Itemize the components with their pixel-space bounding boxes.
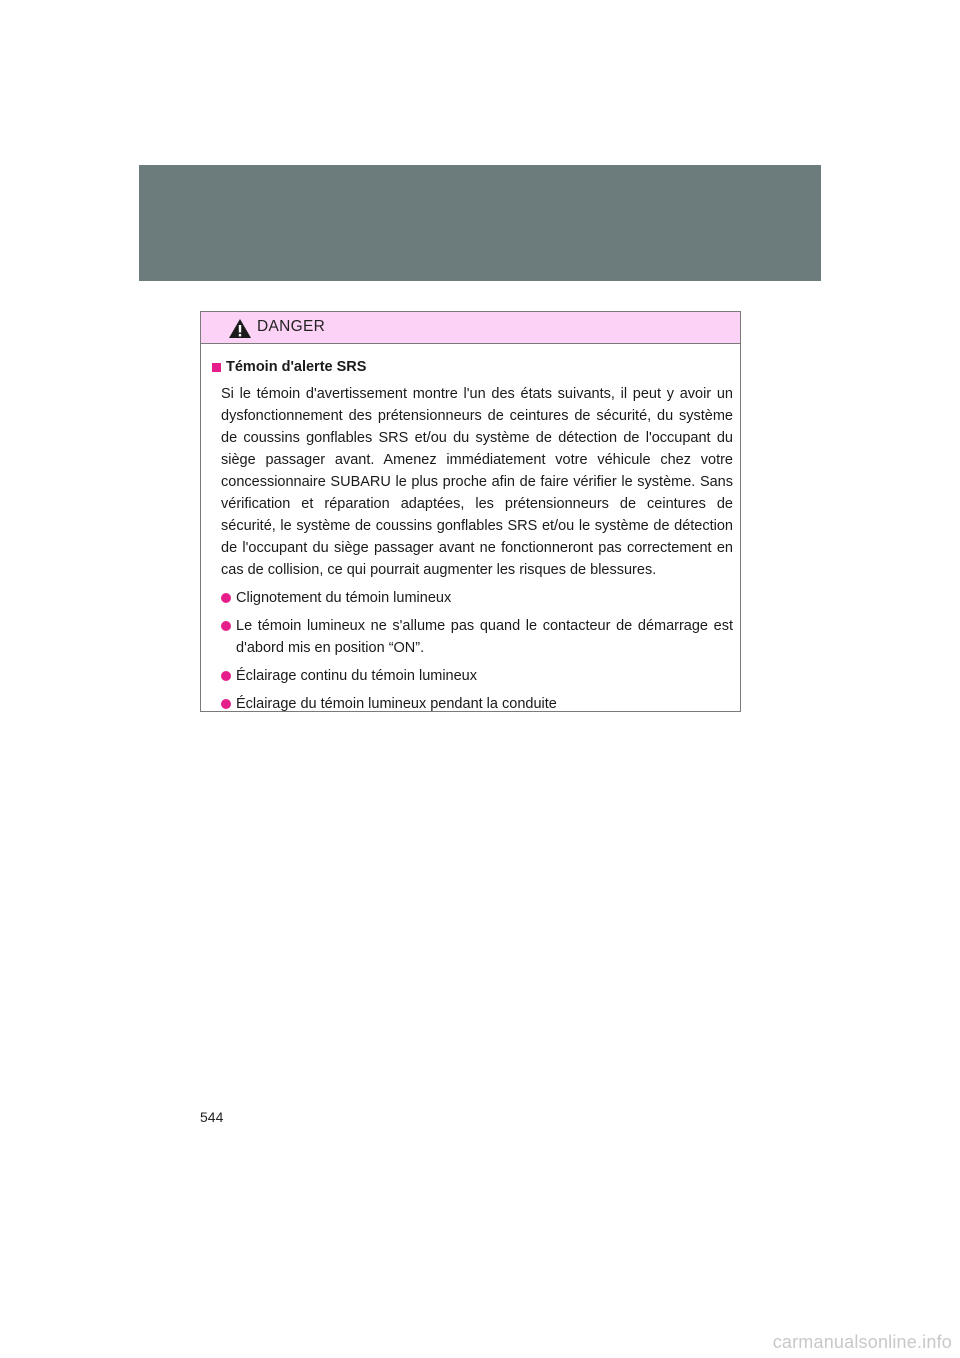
- list-item-text: Clignotement du témoin lumineux: [236, 590, 452, 606]
- danger-title: DANGER: [257, 318, 326, 335]
- list-item: [221, 615, 733, 659]
- danger-header: [201, 312, 740, 344]
- list-item: [221, 587, 733, 609]
- list-item-text: Éclairage du témoin lumineux pendant la conduite: [236, 696, 557, 712]
- page-number: 544: [200, 1109, 224, 1125]
- watermark: carmanualsonline.info: [772, 1332, 952, 1352]
- section-heading-text: Témoin d'alerte SRS: [226, 359, 367, 375]
- list-item: [221, 693, 733, 715]
- danger-box: [200, 311, 741, 712]
- list-item-text: Le témoin lumineux ne s'allume pas quand le contacteur de démarrage est d'abord mis en position “ON”.: [236, 618, 733, 656]
- danger-body: [201, 344, 740, 715]
- list-item: [221, 665, 733, 687]
- header-band: [139, 165, 821, 281]
- dot-icon: [221, 699, 231, 709]
- section-heading: [212, 356, 733, 378]
- dot-icon: [221, 671, 231, 681]
- warning-triangle-icon: [228, 318, 252, 339]
- list-item-text: Éclairage continu du témoin lumineux: [236, 668, 477, 684]
- dot-icon: [221, 621, 231, 631]
- dot-icon: [221, 593, 231, 603]
- square-icon: [212, 363, 221, 372]
- warning-paragraph: Si le témoin d'avertissement montre l'un des états suivants, il peut y avoir un dysfonctionnement des prétensionneurs de ceintures de sécurité, du système de coussins gonflables SRS et/ou du système de détection de l'occupant du siège passager avant. Amenez immédiatement votre véhicule chez votre concessionnaire SUBARU le plus proche afin de faire vérifier le système. Sans vérification et réparation adaptées, les prétensionneurs de ceintures de sécurité, le système de coussins gonflables SRS et/ou le système de détection de l'occupant du siège passager avant ne fonctionneront pas correctement en cas de collision, ce qui pourrait augmenter les risques de blessures.: [221, 386, 733, 578]
